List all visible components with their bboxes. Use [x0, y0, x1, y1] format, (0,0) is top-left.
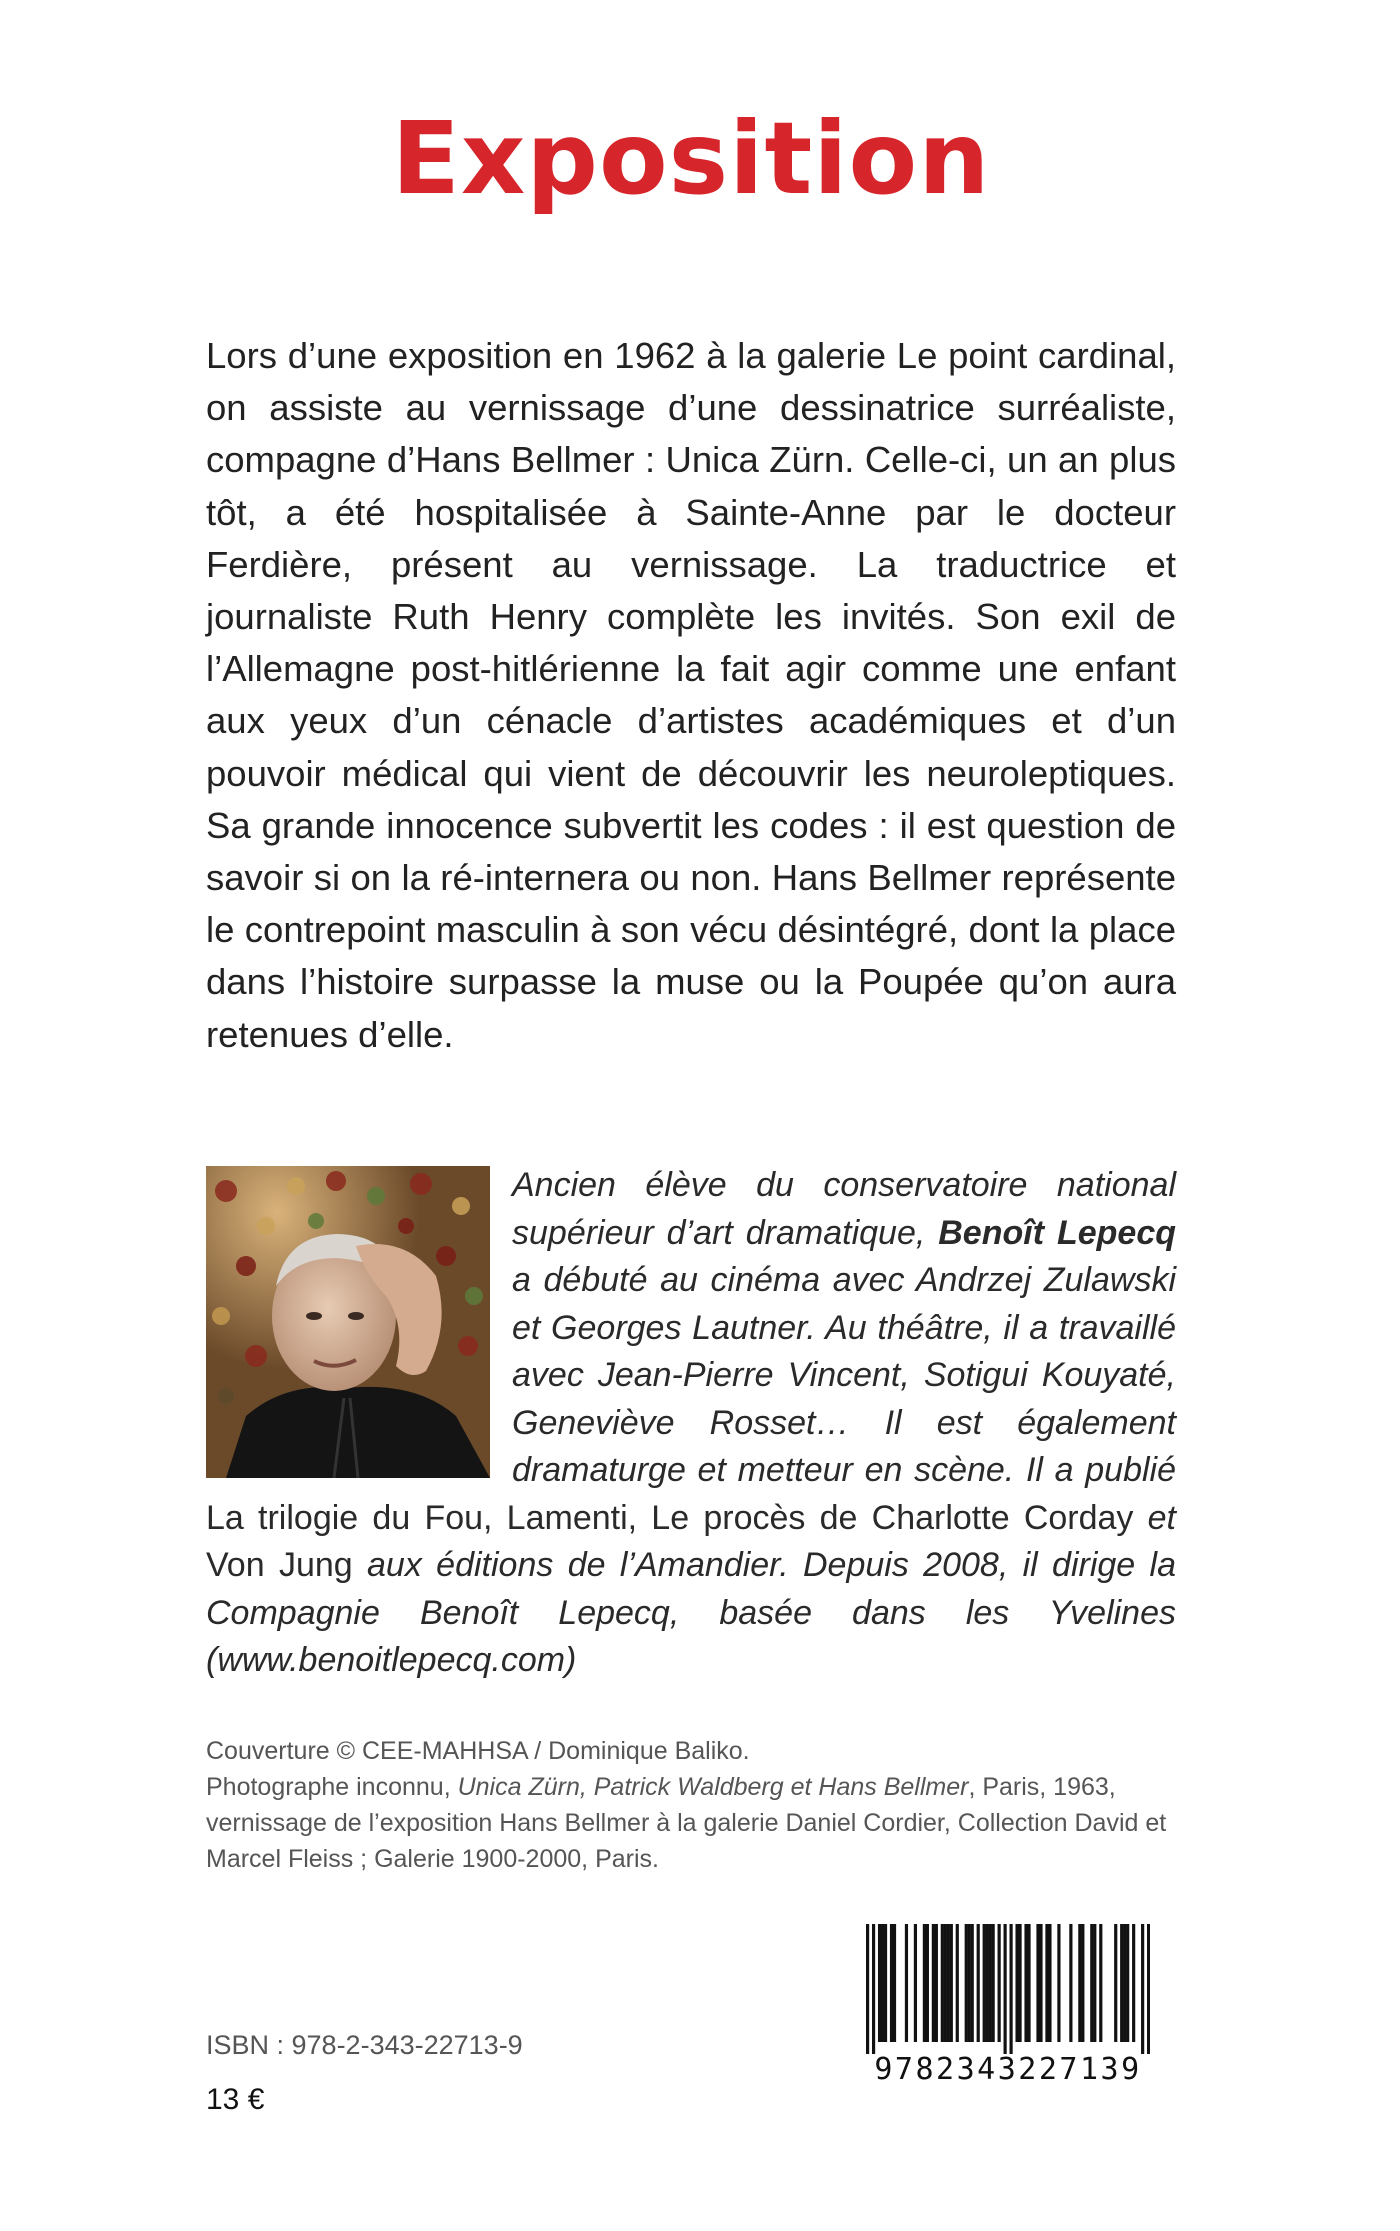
barcode-bar — [1039, 1924, 1042, 2042]
barcode-bar — [956, 1924, 959, 2042]
barcode-bar — [893, 1924, 896, 2042]
barcode-number: 9782343227139 — [874, 2052, 1142, 2087]
photo-credit-title: Unica Zürn, Patrick Waldberg et Hans Bellmer — [457, 1773, 969, 1801]
barcode-bar — [1009, 1924, 1012, 2054]
barcode-bar — [926, 1924, 929, 2042]
barcode-bar — [1036, 1924, 1039, 2042]
barcode-bar — [890, 1924, 893, 2042]
author-works-list: La trilogie du Fou, Lamenti, Le procès de Charlotte Corday — [206, 1498, 1134, 1537]
barcode-bar — [905, 1924, 908, 2042]
barcode-bar — [971, 1924, 974, 2042]
barcode-bar — [1141, 1924, 1144, 2054]
author-bio-intro: Ancien élève du conservatoire national supérieur d’art dramatique, — [512, 1166, 1176, 1252]
author-bio-end: aux éditions de l’Amandier. Depuis 2008, il dirige la Compagnie Benoît Lepecq, basée dans les Yvelines (www.benoitlepecq.com) — [206, 1546, 1176, 1679]
barcode-bar — [965, 1924, 968, 2042]
cover-credits — [206, 1733, 1186, 1877]
author-works-conjunction: et — [1133, 1498, 1176, 1537]
barcode-bar — [923, 1924, 926, 2042]
author-bio-career: a débuté au cinéma avec Andrzej Zulawski et Georges Lautner. Au théâtre, il a travaillé avec Jean-Pierre Vincent, Sotigui Kouyaté, Geneviève Rosset… Il est également dramaturge et metteur en scène. Il a publié — [512, 1261, 1176, 1489]
photo-credit-details: , Paris, 1963, vernissage de l’exposition Hans Bellmer à la galerie Daniel Cordier, Collection David et Marcel Fleiss ; Galerie 1900-2000, Paris. — [206, 1773, 1167, 1873]
barcode-bar — [986, 1924, 989, 2042]
barcode-bar — [878, 1924, 881, 2042]
author-bio — [206, 1162, 1176, 1685]
author-portrait-image — [206, 1166, 490, 1478]
barcode-bar — [947, 1924, 950, 2042]
barcode-bar — [1099, 1924, 1102, 2042]
barcode-bar — [1027, 1924, 1030, 2042]
barcode-bar — [950, 1924, 953, 2042]
barcode-bar — [1048, 1924, 1051, 2042]
back-cover-summary: Lors d’une exposition en 1962 à la galerie Le point cardinal, on assiste au vernissage d’une dessinatrice surréaliste, compagne d’Hans Bellmer : Unica Zürn. Celle-ci, un an plus tôt, a été hospitalisée à Sainte-Anne par le docteur Ferdière, présent au vernissage. La traductrice et journaliste Ruth Henry complète les invités. Son exil de l’Allemagne post-hitlérienne la fait agir comme une enfant aux yeux d’un cénacle d’artistes académiques et d’un pouvoir médical qui vient de découvrir les neuroleptiques. Sa grande innocence subvertit les codes : il est question de savoir si on la ré-internera ou non. Hans Bellmer représente le contrepoint masculin à son vécu désintégré, dont la place dans l’histoire surpasse la muse ou la Poupée qu’on aura retenues d’elle. — [206, 335, 1176, 1055]
barcode-bar — [914, 1924, 917, 2042]
barcode-bar — [1123, 1924, 1126, 2042]
barcode-bar — [1078, 1924, 1081, 2042]
barcode-bar — [1057, 1924, 1060, 2042]
author-name: Benoît Lepecq — [938, 1213, 1176, 1252]
barcode-bar — [1093, 1924, 1096, 2042]
author-photo — [206, 1166, 490, 1478]
barcode-bar — [998, 1924, 1001, 2042]
barcode-bar — [968, 1924, 971, 2042]
barcode-bar — [1132, 1924, 1135, 2042]
photo-credit-prefix: Photographe inconnu, — [206, 1773, 458, 1801]
price: 13 € — [206, 2083, 265, 2116]
barcode-bar — [941, 1924, 944, 2042]
barcode-bar — [872, 1924, 875, 2054]
barcode-bar — [1081, 1924, 1084, 2042]
barcode-bar — [989, 1924, 992, 2042]
author-work-title: Von Jung — [206, 1546, 353, 1584]
barcode-bar — [881, 1924, 884, 2042]
barcode-bar — [944, 1924, 947, 2042]
barcode-bar — [983, 1924, 986, 2042]
barcode-bar — [977, 1924, 980, 2042]
isbn: ISBN : 978-2-343-22713-9 — [206, 2030, 523, 2060]
barcode-bar — [1120, 1924, 1123, 2042]
barcode-bar — [1024, 1924, 1027, 2042]
barcode-bar — [932, 1924, 935, 2042]
cover-credit-line: Couverture © CEE-MAHHSA / Dominique Baliko. — [206, 1737, 750, 1765]
barcode-bar — [1147, 1924, 1150, 2054]
book-title: Exposition — [391, 100, 991, 217]
barcode-bar — [1069, 1924, 1072, 2042]
barcode-bar — [1090, 1924, 1093, 2042]
barcode-bar — [1015, 1924, 1018, 2042]
barcode-bar — [992, 1924, 995, 2042]
photo-credit — [206, 1769, 1186, 1877]
barcode-bar — [1004, 1924, 1007, 2054]
barcode-bar — [935, 1924, 938, 2042]
barcode-bar — [1018, 1924, 1021, 2042]
barcode-bar — [884, 1924, 887, 2042]
barcode-bar — [1114, 1924, 1117, 2042]
barcode-bar — [866, 1924, 869, 2054]
barcode — [866, 1924, 1150, 2094]
barcode-bar — [1126, 1924, 1129, 2042]
barcode-bars — [866, 1924, 1150, 2054]
barcode-bar — [1045, 1924, 1048, 2042]
